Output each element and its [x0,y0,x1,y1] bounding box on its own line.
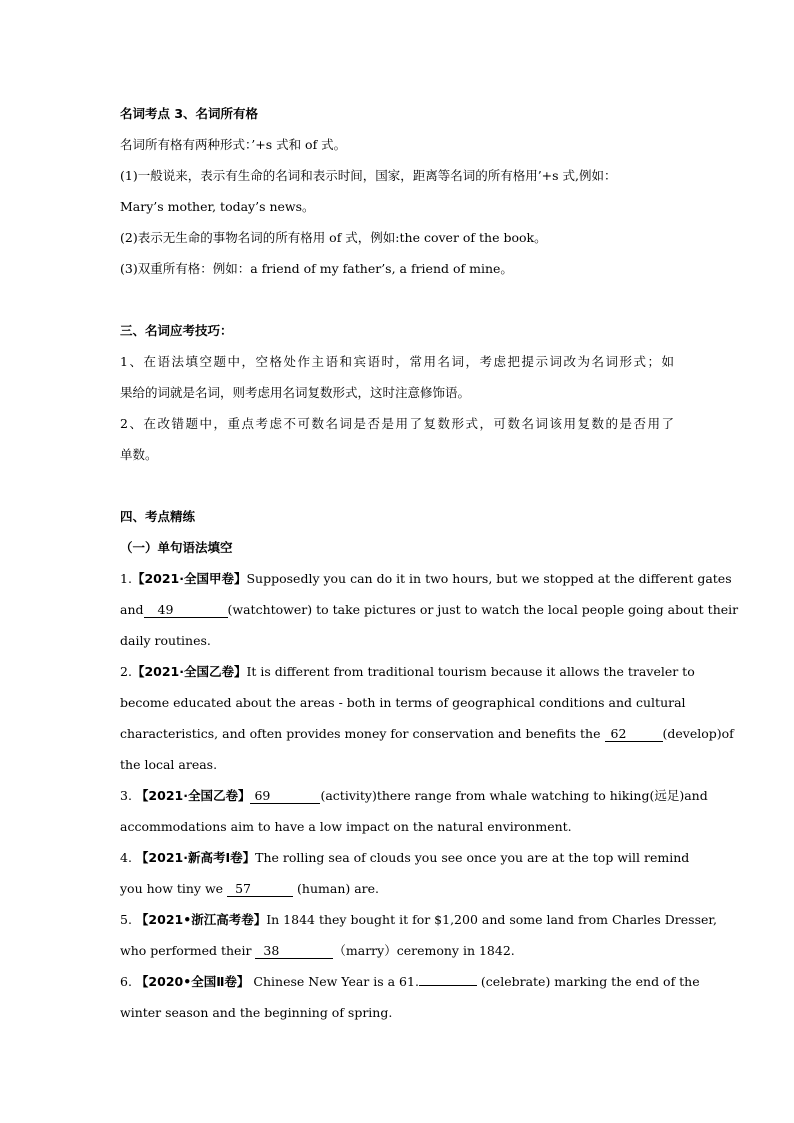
question-text: you how tiny we [120,881,224,896]
question-text: and [120,602,144,617]
question-number: 6. [120,974,132,989]
tip-1-line-2: 果给的词就是名词，则考虑用名词复数形式，这时注意修饰语。 [120,385,471,400]
question-text: Supposedly you can do it in two hours, but we stopped at the different gates [246,571,732,586]
question-1-line-2 [120,594,739,625]
answer-blank-38[interactable]: 38 [255,944,333,959]
spacer [120,284,674,315]
question-source: 【2021·新高考Ⅰ卷】 [135,850,256,865]
question-4-line-1 [120,842,690,873]
question-text: In 1844 they bought it for $1,200 and some land from Charles Dresser, [266,912,717,927]
tip-2-line-2: 单数。 [120,447,158,462]
question-3-line-2: accommodations aim to have a low impact on the natural environment. [120,819,572,834]
document-page [120,98,739,1028]
question-text: (activity)there range from whale watching to hiking(远足)and [320,788,708,803]
question-number: 3. [120,788,132,803]
question-text: who performed their [120,943,252,958]
question-text: characteristics, and often provides money for conservation and benefits the [120,726,601,741]
question-text: (watchtower) to take pictures or just to watch the local people going about their [227,602,739,617]
paragraph-rule-1: (1)一般说来，表示有生命的名词和表示时间，国家，距离等名词的所有格用’+s 式,例如： [120,168,617,183]
question-2-line-1 [120,656,695,687]
question-text: (human) are. [297,881,380,896]
question-2-line-2: become educated about the areas - both in terms of geographical conditions and cultural [120,695,686,710]
question-5-line-2 [120,935,674,966]
question-1-line-1 [120,563,732,594]
question-source: 【2021·全国甲卷】 [131,571,247,586]
question-number: 1. [120,571,132,586]
tip-1-line-1: 1、在语法填空题中，空格处作主语和宾语时，常用名词，考虑把提示词改为名词形式；如 [120,354,674,369]
section-heading-possessive: 名词考点 3、名词所有格 [120,106,259,121]
question-number: 2. [120,664,132,679]
answer-blank-62[interactable]: 62 [605,727,663,742]
question-2-line-3 [120,718,734,749]
spacer [120,470,674,501]
question-3-line-1 [120,780,708,811]
answer-blank-49[interactable]: 49 [144,603,228,618]
section-heading-tips: 三、名词应考技巧： [120,323,233,338]
tip-2-line-1: 2、在改错题中，重点考虑不可数名词是否是用了复数形式，可数名词该用复数的是否用了 [120,416,674,431]
question-5-line-1 [120,904,717,935]
question-text: （marry）ceremony in 1842. [333,943,515,958]
question-source: 【2021•浙江高考卷】 [135,912,267,927]
question-text: (celebrate) marking the end of the [480,974,700,989]
answer-blank-61[interactable] [419,985,477,986]
paragraph-rule-3: (3)双重所有格：例如：a friend of my father’s, a friend of mine。 [120,261,513,276]
question-source: 【2021·全国乙卷】 [135,788,251,803]
question-text: It is different from traditional tourism because it allows the traveler to [246,664,695,679]
question-4-line-2 [120,873,674,904]
question-source: 【2021·全国乙卷】 [131,664,247,679]
subsection-heading-fill-blank: （一）单句语法填空 [120,540,233,555]
question-number: 5. [120,912,132,927]
question-text: The rolling sea of clouds you see once you are at the top will remind [255,850,690,865]
answer-blank-57[interactable]: 57 [227,882,293,897]
question-number: 4. [120,850,132,865]
paragraph-intro: 名词所有格有两种形式：’+s 式和 of 式。 [120,137,347,152]
question-source: 【2020•全国Ⅱ卷】 [135,974,250,989]
question-6-line-2: winter season and the beginning of spring. [120,1005,393,1020]
question-text: (develop)of [662,726,734,741]
question-6-line-1 [120,966,700,997]
question-2-line-4: the local areas. [120,757,218,772]
answer-blank-69[interactable]: 69 [250,789,320,804]
paragraph-rule-2: (2)表示无生命的事物名词的所有格用 of 式，例如:the cover of the book。 [120,230,547,245]
paragraph-rule-1-example: Mary’s mother, today’s news。 [120,199,315,214]
section-heading-practice: 四、考点精练 [120,509,196,524]
question-text: Chinese New Year is a 61. [253,974,419,989]
question-1-line-3: daily routines. [120,633,211,648]
